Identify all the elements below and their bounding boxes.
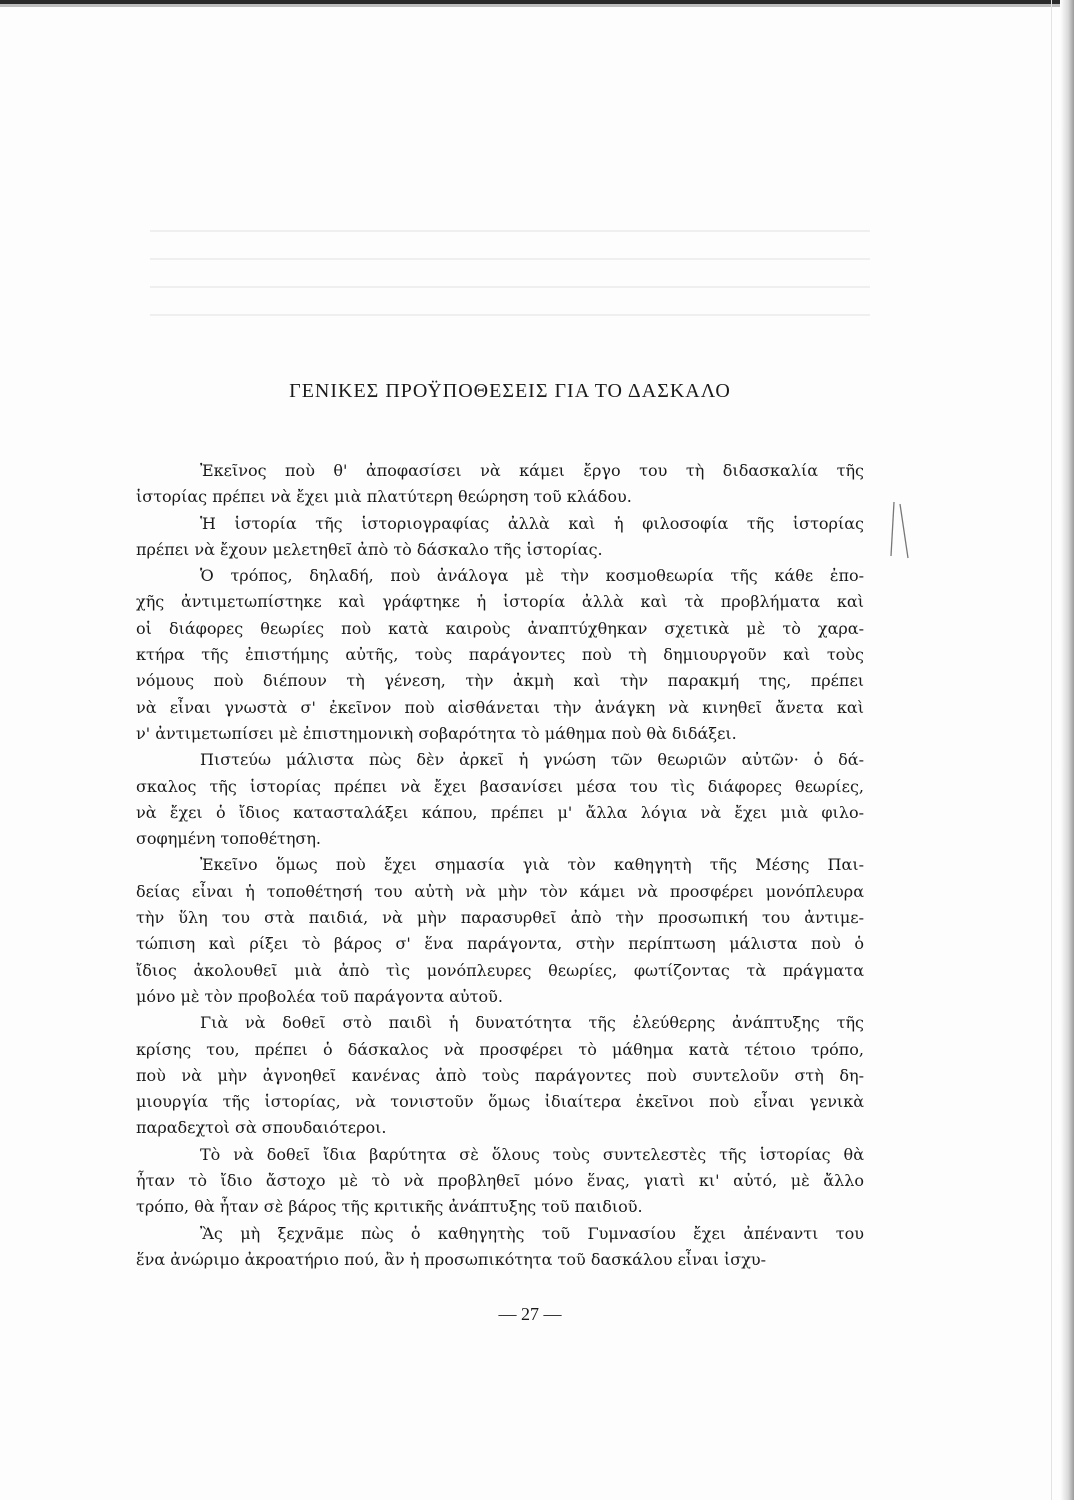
- page-number: — 27 —: [498, 1304, 562, 1324]
- text-line: Ὁ τρόπος, δηλαδή, ποὺ ἀνάλογα μὲ τὴν κοσμοθεωρία τῆς κάθε ἐπο-: [200, 566, 864, 586]
- bleed-through-line: [150, 286, 870, 288]
- text-line: Ἂς μὴ ξεχνᾶμε πὼς ὁ καθηγητὴς τοῦ Γυμνασίου ἔχει ἀπέναντι του: [200, 1223, 864, 1243]
- text-line: νόμους ποὺ διέπουν τὴ γένεση, τὴν ἀκμὴ καὶ τὴν παρακμή της, πρέπει: [136, 671, 864, 691]
- page-fold-line: [1051, 0, 1052, 1500]
- text-line: τρόπο, θὰ ἦταν σὲ βάρος τῆς κριτικῆς ἀνάπτυξης τοῦ παιδιοῦ.: [136, 1197, 643, 1217]
- text-line: νὰ εἶναι γνωστὰ σ' ἐκεῖνον ποὺ αἰσθάνεται τὴν ἀνάγκη νὰ κινηθεῖ ἄνετα καὶ: [136, 697, 864, 717]
- text-line: ἴδιος ἀκολουθεῖ μιὰ ἀπὸ τὶς μονόπλευρες θεωρίες, φωτίζοντας τὰ πράγματα: [136, 960, 864, 980]
- text-line: παραδεχτοὶ σὰ σπουδαιότεροι.: [136, 1118, 387, 1138]
- text-line: Ἐκεῖνος ποὺ θ' ἀποφασίσει νὰ κάμει ἔργο του τὴ διδασκαλία τῆς: [200, 461, 864, 480]
- text-line: τώπιση καὶ ρίξει τὸ βάρος σ' ἕνα παράγοντα, στὴν περίπτωση μάλιστα ποὺ ὁ: [136, 934, 864, 954]
- text-line: μιουργία τῆς ἱστορίας, νὰ τονιστοῦν ὅμως ἰδιαίτερα ἐκεῖνοι ποὺ εἶναι γενικὰ: [136, 1092, 864, 1112]
- margin-pencil-mark: [888, 500, 912, 560]
- text-line: ἦταν τὸ ἴδιο ἄστοχο μὲ τὸ νὰ προβληθεῖ μόνο ἕνας, γιατὶ κι' αὐτό, μὲ ἄλλο: [136, 1171, 864, 1191]
- text-line: Γιὰ νὰ δοθεῖ στὸ παιδὶ ἡ δυνατότητα τῆς ἐλεύθερης ἀνάπτυξης τῆς: [200, 1013, 864, 1033]
- text-line: Τὸ νὰ δοθεῖ ἴδια βαρύτητα σὲ ὅλους τοὺς συντελεστὲς τῆς ἱστορίας θὰ: [200, 1144, 864, 1164]
- text-line: δείας εἶναι ἡ τοποθέτησή του αὐτὴ νὰ μὴν τὸν κάμει νὰ προσφέρει μονόπλευρα: [136, 881, 864, 901]
- text-line: χῆς ἀντιμετωπίστηκε καὶ γράφτηκε ἡ ἱστορία ἀλλὰ καὶ τὰ προβλήματα καὶ: [136, 592, 864, 612]
- text-line: Ἡ ἱστορία τῆς ἱστοριογραφίας ἀλλὰ καὶ ἡ φιλοσοφία τῆς ἱστορίας: [200, 513, 864, 533]
- text-line: ἕνα ἀνώριμο ἀκροατήριο πού, ἂν ἡ προσωπικότητα τοῦ δασκάλου εἶναι ἰσχυ-: [136, 1249, 767, 1269]
- text-line: οἱ διάφορες θεωρίες ποὺ κατὰ καιροὺς ἀναπτύχθηκαν σχετικὰ μὲ τὸ χαρα-: [136, 618, 864, 638]
- text-line: σοφημένη τοποθέτηση.: [136, 829, 322, 849]
- text-line: ἱστορίας πρέπει νὰ ἔχει μιὰ πλατύτερη θεώρηση τοῦ κλάδου.: [136, 487, 632, 507]
- body-text: [136, 458, 864, 1273]
- text-line: ποὺ νὰ μὴν ἀγνοηθεῖ κανένας ἀπὸ τοὺς παράγοντες ποὺ συντελοῦν στὴ δη-: [136, 1065, 864, 1085]
- text-line: τὴν ὕλη του στὰ παιδιά, νὰ μὴν παρασυρθεῖ ἀπὸ τὴν προσωπική του ἀντιμε-: [136, 908, 864, 928]
- bleed-through-line: [150, 230, 870, 232]
- text-line: Πιστεύω μάλιστα πὼς δὲν ἀρκεῖ ἡ γνώση τῶν θεωριῶν αὐτῶν· ὁ δά-: [200, 750, 864, 770]
- text-line: Ἐκεῖνο ὅμως ποὺ ἔχει σημασία γιὰ τὸν καθηγητὴ τῆς Μέσης Παι-: [200, 855, 864, 875]
- bleed-through-line: [150, 314, 870, 316]
- page-right-edge: [1060, 0, 1074, 1500]
- text-line: κτήρα τῆς ἐπιστήμης αὐτῆς, τοὺς παράγοντες ποὺ τὴ δημιουργοῦν καὶ τοὺς: [136, 645, 864, 665]
- text-line: μόνο μὲ τὸν προβολέα τοῦ παράγοντα αὐτοῦ.: [136, 986, 503, 1006]
- text-line: σκαλος τῆς ἱστορίας πρέπει νὰ ἔχει βασανίσει μέσα του τὶς διάφορες θεωρίες,: [136, 776, 864, 796]
- bleed-through-line: [150, 258, 870, 260]
- text-line: κρίσης του, πρέπει ὁ δάσκαλος νὰ προσφέρει τὸ μάθημα κατὰ τέτοιο τρόπο,: [136, 1039, 864, 1059]
- page-title: ΓΕΝΙΚΕΣ ΠΡΟΫΠΟΘΕΣΕΙΣ ΓΙΑ ΤΟ ΔΑΣΚΑΛΟ: [289, 380, 731, 402]
- text-line: πρέπει νὰ ἔχουν μελετηθεῖ ἀπὸ τὸ δάσκαλο τῆς ἱστορίας.: [136, 539, 603, 559]
- text-line: νὰ ἔχει ὁ ἴδιος κατασταλάξει κάπου, πρέπει μ' ἄλλα λόγια νὰ ἔχει μιὰ φιλο-: [136, 802, 864, 822]
- page-top-shadow: [0, 4, 1074, 7]
- text-line: ν' ἀντιμετωπίσει μὲ ἐπιστημονικὴ σοβαρότητα τὸ μάθημα ποὺ θὰ διδάξει.: [136, 723, 737, 743]
